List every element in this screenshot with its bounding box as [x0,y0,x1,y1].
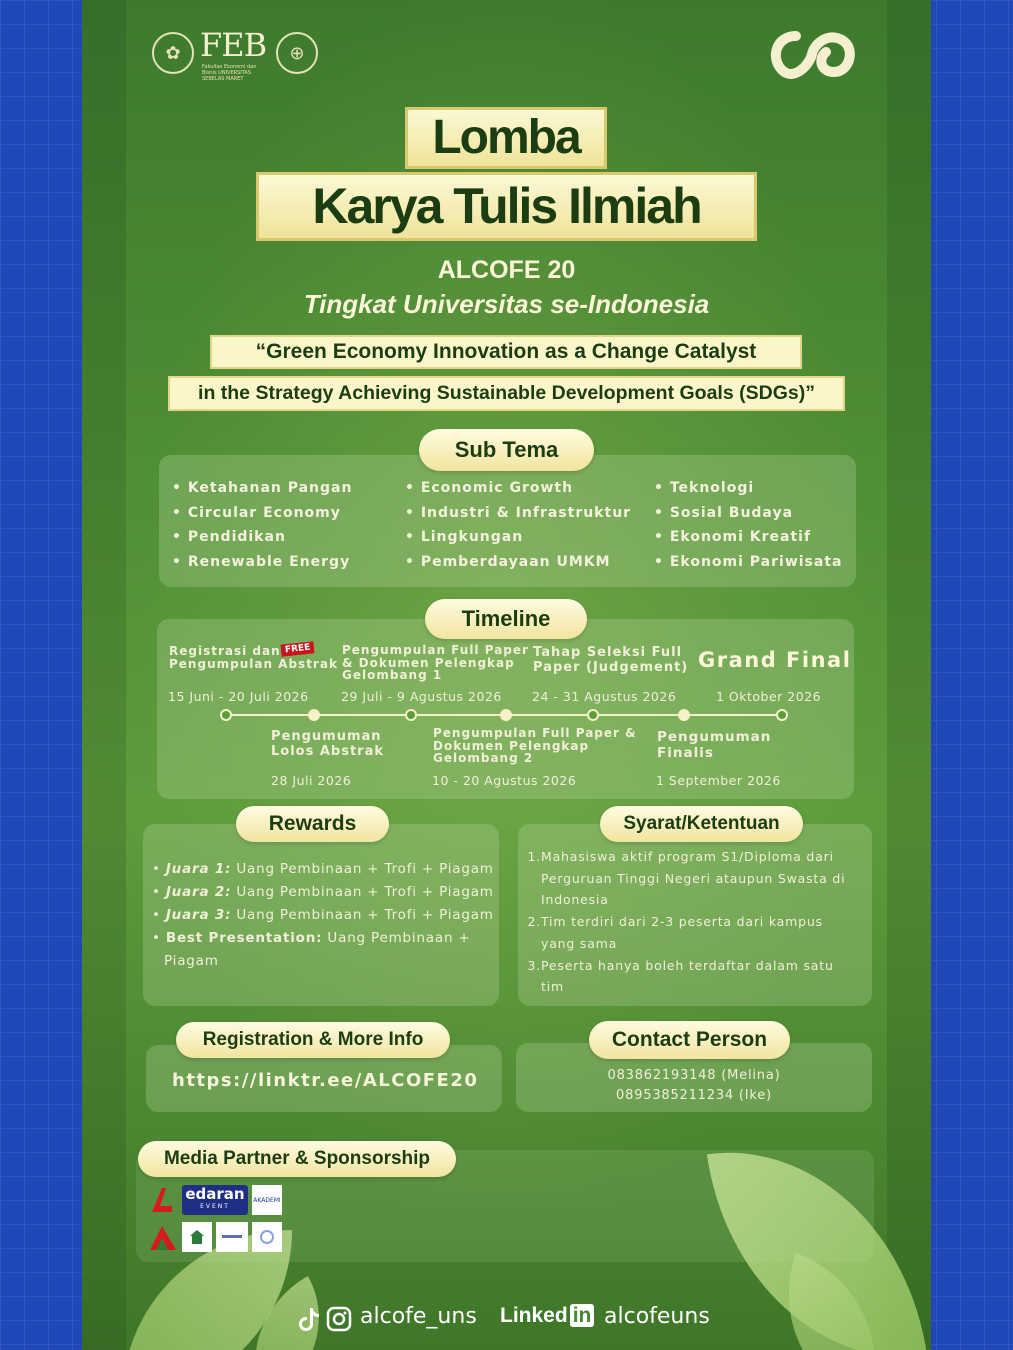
feb-logo-text: FEB [200,26,267,64]
poster [82,0,931,1350]
syarat-item: 3. Peserta hanya boleh terdaftar dalam satu tim [527,957,834,995]
subtema-col-2 [405,476,631,574]
left-band [82,0,126,1350]
timeline-dot [587,709,599,721]
partner-logo-a-icon [148,1186,176,1214]
timeline-top-1-date: 15 Juni - 20 Juli 2026 [168,689,309,704]
subtema-item: • Lingkungan [405,529,524,545]
partner-mountain-logo-icon [148,1222,178,1252]
event-level: Tingkat Universitas se-Indonesia [303,289,710,319]
tiktok-icon[interactable] [298,1306,320,1332]
subtema-heading: Sub Tema [419,429,594,471]
timeline-top-4-date: 1 Oktober 2026 [716,689,822,704]
infinity-logo-icon [766,28,856,80]
reward-item: • Juara 1: Uang Pembinaan + Trofi + Piagam [152,861,494,877]
partner-logo-tile-icon [216,1222,248,1252]
timeline-top-3-title: Tahap Seleksi Full Paper (Judgement) [533,645,689,675]
contact-phone[interactable]: 0895385211234 (Ike) [616,1088,772,1103]
timeline-bottom-2-title: Pengumpulan Full Paper & Dokumen Pelengkap Gelombang 2 [433,726,637,765]
right-band [887,0,931,1350]
subtema-col-1 [172,476,352,574]
timeline-heading: Timeline [425,599,587,639]
subtema-item: • Renewable Energy [172,553,351,570]
reward-item-wrap: Piagam [164,953,219,969]
timeline-bottom-3-date: 1 September 2026 [656,773,781,788]
subtema-item: • Ekonomi Kreatif [654,529,812,545]
timeline-top-2-date: 29 Juli - 9 Agustus 2026 [341,689,502,704]
timeline-dot [776,709,788,721]
title-line-2: Karya Tulis Ilmiah [256,172,757,241]
theme-line-2: in the Strategy Achieving Sustainable Development Goals (SDGs)” [168,376,845,411]
timeline-top-1-title: Registrasi dan Pengumpulan Abstrak [169,644,338,671]
subtema-item: • Ekonomi Pariwisata [654,553,843,570]
partner-logo-tile-icon [252,1222,282,1252]
partner-logo-tile-icon [182,1222,212,1252]
syarat-list [526,846,845,998]
feb-logo-subtext: Fakultas Ekonomi dan Bisnis UNIVERSITAS SEBELAS MARET [202,64,257,82]
contact-phones [516,1066,872,1106]
registration-heading: Registration & More Info [176,1022,450,1058]
timeline-top-3-date: 24 - 31 Agustus 2026 [532,689,677,704]
subtema-item: • Ketahanan Pangan [172,480,353,496]
timeline-dot [220,709,232,721]
subtema-item: • Pemberdayaan UMKM [405,553,611,570]
syarat-item: 1. Mahasiswa aktif program S1/Diploma dari Perguruan Tinggi Negeri ataupun Swasta di Indonesia [527,849,846,908]
alcofe-seal-icon: ⊕ [276,32,318,74]
theme-line-1: “Green Economy Innovation as a Change Catalyst [210,335,802,369]
timeline-dot [500,709,512,721]
reward-item: • Juara 2: Uang Pembinaan + Trofi + Piagam [152,884,494,900]
linkedin-logo[interactable]: Linked in [500,1304,594,1328]
instagram-icon[interactable] [326,1306,352,1332]
linkedin-handle[interactable]: alcofeuns [604,1304,710,1329]
registration-link[interactable]: https://linktr.ee/ALCOFE20 [172,1070,479,1091]
reward-item: • Juara 3: Uang Pembinaan + Trofi + Piagam [152,907,494,923]
title-line-1: Lomba [405,107,607,169]
subtema-col-3 [654,476,842,574]
syarat-item: 2. Tim terdiri dari 2-3 peserta dari kampus yang sama [527,914,823,951]
free-badge: FREE [280,641,314,656]
syarat-heading: Syarat/Ketentuan [600,806,803,842]
instagram-handle[interactable]: alcofe_uns [360,1304,477,1329]
subtema-item: • Sosial Budaya [654,504,794,521]
contact-heading: Contact Person [589,1021,790,1059]
subtema-item: • Pendidikan [172,529,286,545]
timeline-bottom-1-title: Pengumuman Lolos Abstrak [271,729,385,759]
reward-item: • Best Presentation: Uang Pembinaan + [152,930,471,946]
contact-phone[interactable]: 083862193148 (Melina) [607,1068,781,1083]
subtema-item: • Industri & Infrastruktur [405,504,632,521]
subtema-item: • Economic Growth [405,480,574,496]
timeline-top-2-title: Pengumpulan Full Paper & Dokumen Pelengkap Gelombang 1 [342,643,529,682]
uns-seal-icon: ✿ [152,32,194,74]
rewards-list [152,858,494,973]
rewards-heading: Rewards [236,806,389,842]
timeline-bottom-1-date: 28 Juli 2026 [271,773,352,788]
timeline-bottom-3-title: Pengumuman Finalis [657,729,772,761]
timeline-dot [678,709,690,721]
timeline-top-4-title: Grand Final [698,648,852,672]
edaran-logo: edaran EVENT [182,1185,248,1215]
subtema-item: • Teknologi [654,480,755,496]
akademi-logo: AKADEMI [252,1185,282,1215]
media-heading: Media Partner & Sponsorship [138,1141,456,1177]
linkedin-icon: in [570,1304,595,1327]
timeline-dot [405,709,417,721]
timeline-bottom-2-date: 10 - 20 Agustus 2026 [432,773,577,788]
timeline-dot [308,709,320,721]
subtema-item: • Circular Economy [172,504,341,521]
event-name: ALCOFE 20 [437,256,576,284]
